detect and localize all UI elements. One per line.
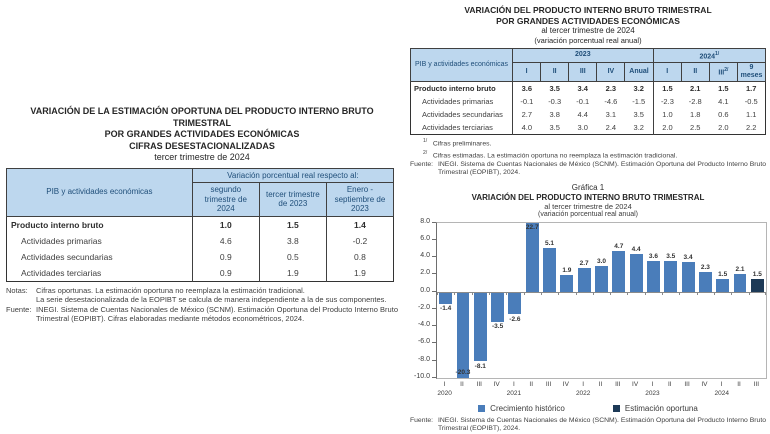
- table-row: [411, 108, 766, 121]
- category-tick: [472, 292, 473, 295]
- category-tick: [558, 292, 559, 295]
- bar-value-label: -3.5: [491, 323, 504, 331]
- table-row: [7, 249, 394, 265]
- left-title-line4: tercer trimestre de 2024: [154, 152, 250, 162]
- bar-value-label: -1.4: [440, 305, 452, 313]
- legend-label: Crecimiento histórico: [490, 403, 565, 413]
- fuente-left: INEGI. Sistema de Cuentas Nacionales de México (SCNM). Estimación Oportuna del Producto Interno Bruto Trimestral (EOPIBT). Cifras elaboradas mediante métodos econométricos, 2024.: [36, 304, 398, 323]
- bar-value-label: 3.6: [648, 252, 658, 260]
- category-tick: [489, 292, 490, 295]
- footnote-2-marker: 2/: [423, 149, 428, 156]
- quarter-header: IV: [597, 62, 625, 81]
- right-section: [410, 5, 766, 434]
- stub-header: PIB y actividades económicas: [7, 168, 193, 216]
- cell: 1.9: [326, 265, 393, 282]
- footnote-2-text: Cifras estimadas. La estimación oportuna no reemplaza la estimación tradicional.: [432, 151, 678, 159]
- y-axis-tick: [432, 377, 436, 378]
- right-title-line2: POR GRANDES ACTIVIDADES ECONÓMICAS: [496, 15, 680, 26]
- row-label: Actividades terciarias: [21, 267, 102, 278]
- legend-swatch-icon: [478, 405, 485, 412]
- chart-title: VARIACIÓN DEL PRODUCTO INTERNO BRUTO TRIMESTRAL: [471, 192, 705, 202]
- cell: 1.1: [746, 109, 757, 119]
- right-title-line1: VARIACIÓN DEL PRODUCTO INTERNO BRUTO TRIMESTRAL: [464, 5, 712, 15]
- legend-swatch-icon: [613, 405, 620, 412]
- bar-value-label: 22.7: [525, 224, 539, 232]
- y-axis-tick: [432, 360, 436, 361]
- legend-item: [478, 404, 565, 413]
- table-row: [7, 233, 394, 249]
- x-tick-label: II: [529, 380, 534, 388]
- fuente-label-left: Fuente:: [6, 304, 32, 314]
- category-tick: [610, 292, 611, 295]
- y-axis-tick: [432, 273, 436, 274]
- row-label: Producto interno bruto: [11, 219, 104, 230]
- row-label: Actividades secundarias: [411, 108, 513, 121]
- header-superscript: 2/: [724, 67, 729, 74]
- category-tick: [437, 292, 438, 295]
- annual-variation-table: [410, 48, 766, 135]
- cell: 1.7: [746, 83, 757, 93]
- cell: 2.0: [718, 122, 729, 132]
- cell: 1.0: [653, 108, 681, 121]
- bar-value-label: 1.5: [718, 270, 728, 278]
- cell: -0.2: [326, 233, 393, 249]
- bar-value-label: 2.1: [735, 265, 745, 273]
- row-label: Actividades secundarias: [21, 251, 113, 262]
- cell: -1.5: [632, 96, 646, 106]
- chart-plot-area: [436, 222, 767, 379]
- x-tick-label: I: [720, 380, 723, 388]
- cell: 2.3: [605, 83, 617, 93]
- left-notes: [6, 286, 398, 324]
- cell: 2.1: [690, 83, 701, 93]
- chart-bar: [439, 293, 452, 304]
- cell: 3.5: [549, 83, 560, 93]
- bar-value-label: 4.7: [614, 243, 624, 251]
- cell: 3.8: [549, 109, 560, 119]
- y-axis-label: -10.0: [414, 372, 430, 380]
- cell: 0.9: [192, 249, 259, 265]
- y-axis-tick: [432, 239, 436, 240]
- group-header: Variación porcentual real respecto al:: [192, 168, 393, 183]
- x-tick-label: II: [598, 380, 603, 388]
- table-row: [7, 216, 394, 233]
- bar-value-label: -2.6: [509, 315, 521, 323]
- cell: 1.5: [718, 83, 729, 93]
- quarter-header: II: [681, 62, 709, 81]
- x-tick-label: II: [737, 380, 741, 388]
- quarter-header: I: [513, 62, 541, 81]
- bar-value-label: -8.1: [474, 362, 486, 370]
- chart-bar: [526, 223, 539, 292]
- category-tick: [506, 292, 507, 295]
- footnote-1-marker: 1/: [423, 137, 428, 144]
- cell: -2.8: [688, 96, 702, 106]
- x-tick-label: I: [582, 380, 585, 388]
- chart-bar: [612, 251, 625, 291]
- x-tick-label: IV: [632, 380, 639, 388]
- category-tick: [662, 292, 663, 295]
- year-group-header: $2024^{1/}$: [653, 48, 765, 62]
- x-tick-label: III: [476, 380, 482, 388]
- chart-subtitle: al tercer trimestre de 2024: [544, 202, 632, 212]
- cell: 3.2: [633, 122, 644, 132]
- bar-value-label: 1.9: [562, 267, 572, 275]
- row-label: Actividades primarias: [411, 95, 513, 108]
- fuente-label-right: Fuente:: [410, 160, 434, 168]
- cell: 4.6: [192, 233, 259, 249]
- x-tick-label: II: [460, 380, 464, 388]
- cell: 4.4: [577, 109, 588, 119]
- chart-bar: [647, 261, 660, 292]
- bar-value-label: 2.7: [579, 260, 589, 268]
- cell: 1.5: [259, 216, 326, 233]
- cell: 3.1: [605, 109, 617, 119]
- cell: 0.8: [326, 249, 393, 265]
- row-label: Actividades primarias: [21, 235, 102, 246]
- cell: -0.3: [548, 96, 562, 106]
- year-group-header: 2023: [513, 48, 654, 62]
- cell: 4.1: [718, 96, 729, 106]
- y-axis-label: -8.0: [417, 355, 430, 363]
- left-title-line2: POR GRANDES ACTIVIDADES ECONÓMICAS: [104, 129, 300, 139]
- bar-value-label: 3.5: [666, 253, 676, 261]
- cell: 3.5: [549, 122, 560, 132]
- y-axis-label: 6.0: [420, 234, 430, 242]
- y-axis-tick: [432, 342, 436, 343]
- legend-label: Estimación oportuna: [624, 403, 698, 413]
- cell: -0.1: [576, 96, 590, 106]
- chart-bar: [751, 279, 764, 292]
- cell: 2.0: [653, 121, 681, 135]
- category-tick: [576, 292, 577, 295]
- bar-value-label: -20.3: [455, 368, 471, 376]
- category-tick: [765, 292, 766, 295]
- fuente-label-chart: Fuente:: [410, 416, 434, 424]
- y-axis-label: -4.0: [417, 321, 430, 329]
- footnote-1-text: Cifras preliminares.: [432, 140, 492, 148]
- chart-bar: [595, 266, 608, 292]
- fuente-right: INEGI. Sistema de Cuentas Nacionales de México (SCNM). Estimación Oportuna del Producto Interno Bruto Trimestral (EOPIBT), 2024.: [438, 160, 766, 177]
- cell: 3.2: [633, 83, 644, 93]
- right-title-line3: al tercer trimestre de 2024: [541, 26, 635, 35]
- column-header: Enero - septiembre de 2023: [326, 183, 393, 217]
- y-axis-tick: [432, 222, 436, 223]
- category-tick: [541, 292, 542, 295]
- table-row: [411, 121, 766, 135]
- quarter-header: III: [569, 62, 597, 81]
- fuente-chart: INEGI. Sistema de Cuentas Nacionales de México (SCNM). Estimación Oportuna del Producto Interno Bruto Trimestral (EOPIBT), 2024.: [438, 416, 766, 433]
- year-label: 2022: [575, 389, 591, 397]
- cell: -4.6: [604, 96, 618, 106]
- footnote-2: [410, 149, 766, 161]
- bar-value-label: 4.4: [631, 245, 641, 253]
- x-tick-label: III: [545, 380, 552, 388]
- cell: 2.4: [605, 122, 617, 132]
- year-label: 2020: [437, 389, 452, 397]
- table-header-row: [411, 48, 766, 62]
- table-header-row: [7, 168, 394, 183]
- year-label: 2024: [714, 389, 729, 397]
- quarter-header: II: [541, 62, 569, 81]
- y-axis-tick: [432, 308, 436, 309]
- x-tick-label: IV: [701, 380, 708, 388]
- table-row: [411, 95, 766, 108]
- year-label: 2021: [506, 389, 522, 397]
- x-tick-label: II: [667, 380, 672, 388]
- chart-unit-note: (variación porcentual real anual): [538, 211, 638, 219]
- category-tick: [593, 292, 594, 295]
- right-footnotes: [410, 137, 766, 178]
- quarter-header: Anual: [625, 62, 653, 81]
- category-tick: [679, 292, 680, 295]
- bar-value-label: 3.0: [596, 257, 606, 265]
- x-tick-label: III: [753, 380, 760, 388]
- cell: 1.0: [192, 216, 259, 233]
- cell: 1.8: [690, 109, 701, 119]
- gdp-bar-chart: [410, 217, 766, 400]
- year-label: 2023: [645, 389, 660, 397]
- footnote-1: [410, 137, 766, 149]
- cell: 2.7: [521, 109, 533, 119]
- y-axis-label: -6.0: [417, 338, 430, 346]
- left-title-line1: VARIACIÓN DE LA ESTIMACIÓN OPORTUNA DEL PRODUCTO INTERNO BRUTO TRIMESTRAL: [30, 106, 374, 128]
- quarter-header: $III^{2/}$: [709, 62, 737, 81]
- x-tick-label: III: [615, 380, 621, 388]
- y-axis-tick: [432, 325, 436, 326]
- cell: -0.1: [520, 96, 534, 106]
- x-tick-label: I: [443, 380, 446, 388]
- cell: 1.5: [653, 81, 681, 95]
- x-tick-label: III: [684, 380, 690, 388]
- y-axis-label: 0.0: [420, 286, 430, 294]
- seasonally-adjusted-table: [6, 168, 394, 282]
- cell: 3.8: [259, 233, 326, 249]
- row-label: Actividades terciarias: [411, 121, 513, 135]
- x-tick-label: IV: [493, 380, 500, 388]
- chart-bar: [716, 279, 729, 292]
- table-row: [411, 81, 766, 95]
- cell: -2.3: [653, 95, 681, 108]
- cell: 4.0: [521, 122, 533, 132]
- legend-item: [613, 404, 698, 413]
- right-title-line4: (variación porcentual real anual): [534, 35, 642, 45]
- row-label: Producto interno bruto: [411, 81, 513, 95]
- y-axis-label: 4.0: [420, 252, 430, 260]
- category-tick: [749, 292, 750, 295]
- cell: 2.2: [746, 122, 757, 132]
- left-section: [6, 106, 398, 324]
- category-tick: [524, 292, 525, 295]
- cell: 3.0: [577, 122, 588, 132]
- category-tick: [697, 292, 698, 295]
- category-tick: [627, 292, 628, 295]
- category-tick: [731, 292, 732, 295]
- bar-value-label: 2.3: [700, 263, 710, 271]
- stub-header: PIB y actividades económicas: [411, 48, 513, 81]
- cell: 2.5: [690, 122, 701, 132]
- y-axis-tick: [432, 291, 436, 292]
- fuente-chart-block: [410, 417, 766, 434]
- cell: 0.6: [718, 109, 729, 119]
- bar-value-label: 1.5: [752, 270, 762, 278]
- nota-2: La serie desestacionalizada de la EOPIBT se calcula de manera independiente a la de sus componentes.: [36, 295, 387, 304]
- cell: 0.9: [192, 265, 259, 282]
- fuente-right-table: [410, 161, 766, 178]
- cell: -0.5: [744, 96, 758, 106]
- y-axis-label: 8.0: [420, 217, 430, 225]
- grafica-label: Gráfica 1: [571, 182, 605, 192]
- bar-value-label: 5.1: [545, 239, 555, 247]
- cell: 1.4: [326, 216, 393, 233]
- chart-bar: [508, 293, 521, 314]
- quarter-header: I: [653, 62, 681, 81]
- category-tick: [645, 292, 646, 295]
- cell: 1.9: [259, 265, 326, 282]
- chart-bar: [578, 268, 591, 291]
- left-title-line3: CIFRAS DESESTACIONALIZADAS: [129, 140, 275, 151]
- column-header: tercer trimestre de 2023: [259, 183, 326, 217]
- cell: 3.4: [577, 83, 588, 93]
- x-tick-label: I: [513, 380, 515, 388]
- category-tick: [454, 292, 455, 295]
- header-superscript: 1/: [715, 50, 720, 57]
- nota-1: Cifras oportunas. La estimación oportuna no reemplaza la estimación tradicional.: [36, 285, 305, 295]
- cell: 3.5: [633, 109, 644, 119]
- chart-legend: [410, 404, 766, 413]
- category-tick: [714, 292, 715, 295]
- y-axis-label: -2.0: [417, 303, 430, 311]
- notas-label: Notas:: [6, 285, 28, 295]
- quarter-header: 9 meses: [737, 62, 765, 81]
- y-axis-label: 2.0: [420, 269, 430, 277]
- chart-bar: [560, 275, 573, 291]
- y-axis-tick: [432, 256, 436, 257]
- chart-bar: [664, 261, 677, 291]
- bar-value-label: 3.4: [683, 254, 693, 262]
- x-tick-label: I: [651, 380, 654, 388]
- x-tick-label: IV: [562, 380, 569, 388]
- table-row: [7, 265, 394, 282]
- cell: 3.6: [521, 83, 533, 93]
- cell: 0.5: [259, 249, 326, 265]
- column-header: segundo trimestre de 2024: [192, 183, 259, 217]
- chart-heading: [410, 183, 766, 220]
